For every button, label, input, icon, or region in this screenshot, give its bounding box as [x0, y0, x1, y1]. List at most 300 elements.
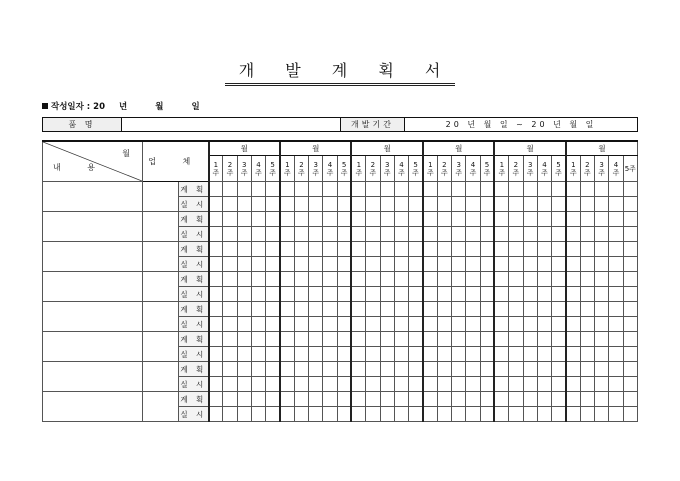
week-cell[interactable] — [209, 182, 223, 197]
week-cell[interactable] — [566, 302, 580, 317]
week-cell[interactable] — [323, 227, 337, 242]
week-cell[interactable] — [537, 317, 551, 332]
week-cell[interactable] — [280, 302, 294, 317]
week-cell[interactable] — [480, 272, 494, 287]
week-cell[interactable] — [237, 212, 251, 227]
week-cell[interactable] — [237, 242, 251, 257]
week-cell[interactable] — [452, 317, 466, 332]
week-cell[interactable] — [394, 317, 408, 332]
week-cell[interactable] — [209, 227, 223, 242]
content-cell[interactable] — [43, 182, 143, 212]
week-cell[interactable] — [380, 182, 394, 197]
week-cell[interactable] — [480, 317, 494, 332]
week-cell[interactable] — [480, 227, 494, 242]
week-cell[interactable] — [337, 407, 351, 422]
week-cell[interactable] — [280, 257, 294, 272]
week-cell[interactable] — [595, 317, 609, 332]
week-cell[interactable] — [337, 182, 351, 197]
week-cell[interactable] — [209, 392, 223, 407]
week-cell[interactable] — [580, 182, 594, 197]
week-cell[interactable] — [552, 227, 566, 242]
week-cell[interactable] — [223, 302, 237, 317]
week-cell[interactable] — [409, 377, 423, 392]
week-cell[interactable] — [309, 212, 323, 227]
week-cell[interactable] — [323, 362, 337, 377]
week-cell[interactable] — [595, 347, 609, 362]
week-cell[interactable] — [523, 212, 537, 227]
week-cell[interactable] — [380, 407, 394, 422]
week-cell[interactable] — [380, 212, 394, 227]
week-cell[interactable] — [209, 332, 223, 347]
week-cell[interactable] — [437, 182, 451, 197]
week-cell[interactable] — [409, 407, 423, 422]
week-cell[interactable] — [323, 317, 337, 332]
week-cell[interactable] — [409, 287, 423, 302]
week-cell[interactable] — [366, 362, 380, 377]
week-cell[interactable] — [223, 392, 237, 407]
week-cell[interactable] — [566, 257, 580, 272]
week-cell[interactable] — [237, 182, 251, 197]
week-cell[interactable] — [537, 392, 551, 407]
week-cell[interactable] — [294, 332, 308, 347]
business-cell[interactable] — [143, 392, 179, 422]
week-cell[interactable] — [309, 242, 323, 257]
week-cell[interactable] — [480, 257, 494, 272]
week-cell[interactable] — [237, 332, 251, 347]
week-cell[interactable] — [266, 332, 280, 347]
week-cell[interactable] — [237, 392, 251, 407]
week-cell[interactable] — [294, 347, 308, 362]
week-cell[interactable] — [366, 392, 380, 407]
week-cell[interactable] — [623, 197, 637, 212]
content-cell[interactable] — [43, 362, 143, 392]
week-cell[interactable] — [294, 242, 308, 257]
week-cell[interactable] — [537, 197, 551, 212]
week-cell[interactable] — [323, 302, 337, 317]
week-cell[interactable] — [466, 407, 480, 422]
week-cell[interactable] — [523, 377, 537, 392]
week-cell[interactable] — [580, 332, 594, 347]
week-cell[interactable] — [452, 242, 466, 257]
week-cell[interactable] — [266, 197, 280, 212]
week-cell[interactable] — [309, 362, 323, 377]
week-cell[interactable] — [294, 197, 308, 212]
week-cell[interactable] — [595, 392, 609, 407]
week-cell[interactable] — [466, 302, 480, 317]
week-cell[interactable] — [509, 347, 523, 362]
week-cell[interactable] — [480, 212, 494, 227]
week-cell[interactable] — [623, 242, 637, 257]
week-cell[interactable] — [466, 272, 480, 287]
week-cell[interactable] — [537, 182, 551, 197]
week-cell[interactable] — [280, 407, 294, 422]
week-cell[interactable] — [251, 302, 265, 317]
week-cell[interactable] — [251, 347, 265, 362]
week-cell[interactable] — [423, 407, 437, 422]
week-cell[interactable] — [609, 317, 623, 332]
week-cell[interactable] — [394, 272, 408, 287]
week-cell[interactable] — [509, 227, 523, 242]
week-cell[interactable] — [394, 332, 408, 347]
week-cell[interactable] — [380, 332, 394, 347]
week-cell[interactable] — [280, 182, 294, 197]
week-cell[interactable] — [509, 287, 523, 302]
week-cell[interactable] — [380, 362, 394, 377]
week-cell[interactable] — [509, 257, 523, 272]
week-cell[interactable] — [537, 272, 551, 287]
week-cell[interactable] — [394, 407, 408, 422]
week-cell[interactable] — [280, 197, 294, 212]
week-cell[interactable] — [209, 407, 223, 422]
week-cell[interactable] — [595, 302, 609, 317]
week-cell[interactable] — [309, 227, 323, 242]
week-cell[interactable] — [509, 407, 523, 422]
week-cell[interactable] — [280, 392, 294, 407]
week-cell[interactable] — [595, 272, 609, 287]
week-cell[interactable] — [509, 377, 523, 392]
week-cell[interactable] — [409, 257, 423, 272]
week-cell[interactable] — [437, 347, 451, 362]
week-cell[interactable] — [323, 257, 337, 272]
week-cell[interactable] — [537, 347, 551, 362]
week-cell[interactable] — [309, 377, 323, 392]
business-cell[interactable] — [143, 242, 179, 272]
week-cell[interactable] — [423, 347, 437, 362]
week-cell[interactable] — [223, 257, 237, 272]
week-cell[interactable] — [552, 347, 566, 362]
week-cell[interactable] — [337, 242, 351, 257]
week-cell[interactable] — [266, 377, 280, 392]
week-cell[interactable] — [452, 257, 466, 272]
week-cell[interactable] — [237, 257, 251, 272]
week-cell[interactable] — [437, 317, 451, 332]
week-cell[interactable] — [251, 317, 265, 332]
week-cell[interactable] — [580, 362, 594, 377]
week-cell[interactable] — [580, 392, 594, 407]
week-cell[interactable] — [537, 302, 551, 317]
week-cell[interactable] — [537, 377, 551, 392]
week-cell[interactable] — [337, 392, 351, 407]
week-cell[interactable] — [437, 332, 451, 347]
week-cell[interactable] — [595, 377, 609, 392]
week-cell[interactable] — [209, 302, 223, 317]
week-cell[interactable] — [380, 227, 394, 242]
week-cell[interactable] — [452, 347, 466, 362]
week-cell[interactable] — [523, 332, 537, 347]
week-cell[interactable] — [494, 257, 508, 272]
week-cell[interactable] — [394, 227, 408, 242]
week-cell[interactable] — [452, 332, 466, 347]
week-cell[interactable] — [366, 182, 380, 197]
week-cell[interactable] — [580, 197, 594, 212]
week-cell[interactable] — [351, 287, 365, 302]
week-cell[interactable] — [280, 377, 294, 392]
week-cell[interactable] — [366, 257, 380, 272]
week-cell[interactable] — [537, 332, 551, 347]
week-cell[interactable] — [223, 347, 237, 362]
week-cell[interactable] — [609, 332, 623, 347]
week-cell[interactable] — [509, 272, 523, 287]
week-cell[interactable] — [409, 272, 423, 287]
week-cell[interactable] — [209, 212, 223, 227]
week-cell[interactable] — [423, 257, 437, 272]
week-cell[interactable] — [595, 197, 609, 212]
week-cell[interactable] — [623, 227, 637, 242]
week-cell[interactable] — [466, 377, 480, 392]
week-cell[interactable] — [366, 242, 380, 257]
week-cell[interactable] — [537, 362, 551, 377]
week-cell[interactable] — [452, 197, 466, 212]
week-cell[interactable] — [452, 182, 466, 197]
content-cell[interactable] — [43, 272, 143, 302]
week-cell[interactable] — [537, 257, 551, 272]
week-cell[interactable] — [366, 302, 380, 317]
week-cell[interactable] — [466, 362, 480, 377]
week-cell[interactable] — [623, 302, 637, 317]
week-cell[interactable] — [566, 362, 580, 377]
week-cell[interactable] — [494, 377, 508, 392]
week-cell[interactable] — [337, 287, 351, 302]
week-cell[interactable] — [437, 407, 451, 422]
week-cell[interactable] — [623, 377, 637, 392]
week-cell[interactable] — [566, 227, 580, 242]
week-cell[interactable] — [351, 317, 365, 332]
week-cell[interactable] — [609, 362, 623, 377]
week-cell[interactable] — [223, 287, 237, 302]
week-cell[interactable] — [237, 377, 251, 392]
week-cell[interactable] — [552, 407, 566, 422]
week-cell[interactable] — [409, 212, 423, 227]
business-cell[interactable] — [143, 362, 179, 392]
week-cell[interactable] — [294, 362, 308, 377]
week-cell[interactable] — [466, 317, 480, 332]
week-cell[interactable] — [494, 212, 508, 227]
week-cell[interactable] — [537, 407, 551, 422]
week-cell[interactable] — [494, 302, 508, 317]
week-cell[interactable] — [609, 242, 623, 257]
week-cell[interactable] — [580, 407, 594, 422]
week-cell[interactable] — [537, 287, 551, 302]
week-cell[interactable] — [366, 377, 380, 392]
week-cell[interactable] — [623, 407, 637, 422]
week-cell[interactable] — [351, 257, 365, 272]
week-cell[interactable] — [509, 317, 523, 332]
week-cell[interactable] — [366, 197, 380, 212]
week-cell[interactable] — [266, 257, 280, 272]
week-cell[interactable] — [309, 287, 323, 302]
week-cell[interactable] — [294, 407, 308, 422]
week-cell[interactable] — [552, 392, 566, 407]
product-field[interactable] — [122, 118, 341, 132]
week-cell[interactable] — [251, 182, 265, 197]
week-cell[interactable] — [251, 392, 265, 407]
week-cell[interactable] — [280, 332, 294, 347]
week-cell[interactable] — [280, 242, 294, 257]
week-cell[interactable] — [423, 377, 437, 392]
week-cell[interactable] — [323, 287, 337, 302]
week-cell[interactable] — [595, 182, 609, 197]
week-cell[interactable] — [623, 347, 637, 362]
week-cell[interactable] — [223, 272, 237, 287]
week-cell[interactable] — [523, 227, 537, 242]
week-cell[interactable] — [437, 302, 451, 317]
week-cell[interactable] — [380, 242, 394, 257]
week-cell[interactable] — [394, 302, 408, 317]
week-cell[interactable] — [337, 227, 351, 242]
week-cell[interactable] — [609, 257, 623, 272]
week-cell[interactable] — [437, 212, 451, 227]
week-cell[interactable] — [466, 212, 480, 227]
week-cell[interactable] — [466, 332, 480, 347]
week-cell[interactable] — [266, 242, 280, 257]
week-cell[interactable] — [537, 212, 551, 227]
week-cell[interactable] — [251, 362, 265, 377]
week-cell[interactable] — [351, 407, 365, 422]
week-cell[interactable] — [351, 197, 365, 212]
week-cell[interactable] — [380, 287, 394, 302]
week-cell[interactable] — [209, 317, 223, 332]
week-cell[interactable] — [537, 242, 551, 257]
week-cell[interactable] — [523, 257, 537, 272]
week-cell[interactable] — [251, 212, 265, 227]
content-cell[interactable] — [43, 212, 143, 242]
week-cell[interactable] — [380, 317, 394, 332]
week-cell[interactable] — [237, 317, 251, 332]
week-cell[interactable] — [580, 347, 594, 362]
week-cell[interactable] — [480, 287, 494, 302]
week-cell[interactable] — [523, 362, 537, 377]
week-cell[interactable] — [623, 332, 637, 347]
week-cell[interactable] — [309, 332, 323, 347]
week-cell[interactable] — [223, 317, 237, 332]
week-cell[interactable] — [223, 377, 237, 392]
week-cell[interactable] — [552, 287, 566, 302]
week-cell[interactable] — [294, 392, 308, 407]
week-cell[interactable] — [466, 227, 480, 242]
week-cell[interactable] — [566, 392, 580, 407]
week-cell[interactable] — [552, 242, 566, 257]
week-cell[interactable] — [251, 377, 265, 392]
week-cell[interactable] — [309, 347, 323, 362]
week-cell[interactable] — [409, 182, 423, 197]
week-cell[interactable] — [294, 257, 308, 272]
week-cell[interactable] — [552, 272, 566, 287]
week-cell[interactable] — [351, 332, 365, 347]
week-cell[interactable] — [566, 287, 580, 302]
week-cell[interactable] — [351, 377, 365, 392]
week-cell[interactable] — [523, 302, 537, 317]
week-cell[interactable] — [394, 212, 408, 227]
week-cell[interactable] — [394, 242, 408, 257]
week-cell[interactable] — [409, 347, 423, 362]
week-cell[interactable] — [494, 347, 508, 362]
week-cell[interactable] — [209, 257, 223, 272]
week-cell[interactable] — [251, 272, 265, 287]
week-cell[interactable] — [209, 197, 223, 212]
week-cell[interactable] — [351, 272, 365, 287]
week-cell[interactable] — [366, 407, 380, 422]
week-cell[interactable] — [351, 302, 365, 317]
week-cell[interactable] — [552, 197, 566, 212]
week-cell[interactable] — [366, 332, 380, 347]
week-cell[interactable] — [380, 272, 394, 287]
week-cell[interactable] — [323, 392, 337, 407]
week-cell[interactable] — [280, 347, 294, 362]
week-cell[interactable] — [337, 362, 351, 377]
week-cell[interactable] — [423, 287, 437, 302]
content-cell[interactable] — [43, 332, 143, 362]
week-cell[interactable] — [480, 242, 494, 257]
week-cell[interactable] — [280, 317, 294, 332]
week-cell[interactable] — [309, 407, 323, 422]
week-cell[interactable] — [409, 362, 423, 377]
business-cell[interactable] — [143, 302, 179, 332]
week-cell[interactable] — [552, 212, 566, 227]
week-cell[interactable] — [623, 272, 637, 287]
week-cell[interactable] — [494, 362, 508, 377]
week-cell[interactable] — [523, 287, 537, 302]
week-cell[interactable] — [595, 257, 609, 272]
week-cell[interactable] — [380, 377, 394, 392]
week-cell[interactable] — [552, 317, 566, 332]
week-cell[interactable] — [609, 212, 623, 227]
week-cell[interactable] — [609, 407, 623, 422]
week-cell[interactable] — [509, 182, 523, 197]
week-cell[interactable] — [351, 392, 365, 407]
week-cell[interactable] — [266, 317, 280, 332]
week-cell[interactable] — [595, 242, 609, 257]
week-cell[interactable] — [380, 302, 394, 317]
week-cell[interactable] — [523, 407, 537, 422]
week-cell[interactable] — [394, 257, 408, 272]
week-cell[interactable] — [294, 212, 308, 227]
week-cell[interactable] — [437, 392, 451, 407]
week-cell[interactable] — [294, 182, 308, 197]
week-cell[interactable] — [309, 302, 323, 317]
week-cell[interactable] — [309, 182, 323, 197]
week-cell[interactable] — [609, 287, 623, 302]
week-cell[interactable] — [409, 227, 423, 242]
week-cell[interactable] — [595, 407, 609, 422]
week-cell[interactable] — [209, 347, 223, 362]
week-cell[interactable] — [623, 287, 637, 302]
week-cell[interactable] — [223, 242, 237, 257]
week-cell[interactable] — [480, 377, 494, 392]
week-cell[interactable] — [523, 182, 537, 197]
week-cell[interactable] — [466, 347, 480, 362]
week-cell[interactable] — [423, 182, 437, 197]
period-field[interactable]: 20 년 월 일 ~ 20 년 월 일 — [405, 118, 638, 132]
week-cell[interactable] — [509, 332, 523, 347]
week-cell[interactable] — [480, 182, 494, 197]
week-cell[interactable] — [609, 377, 623, 392]
week-cell[interactable] — [337, 257, 351, 272]
week-cell[interactable] — [351, 242, 365, 257]
week-cell[interactable] — [509, 392, 523, 407]
week-cell[interactable] — [466, 257, 480, 272]
week-cell[interactable] — [609, 227, 623, 242]
week-cell[interactable] — [623, 182, 637, 197]
week-cell[interactable] — [223, 182, 237, 197]
week-cell[interactable] — [351, 212, 365, 227]
week-cell[interactable] — [452, 302, 466, 317]
week-cell[interactable] — [394, 377, 408, 392]
week-cell[interactable] — [494, 272, 508, 287]
week-cell[interactable] — [309, 392, 323, 407]
week-cell[interactable] — [237, 227, 251, 242]
week-cell[interactable] — [409, 197, 423, 212]
week-cell[interactable] — [480, 362, 494, 377]
